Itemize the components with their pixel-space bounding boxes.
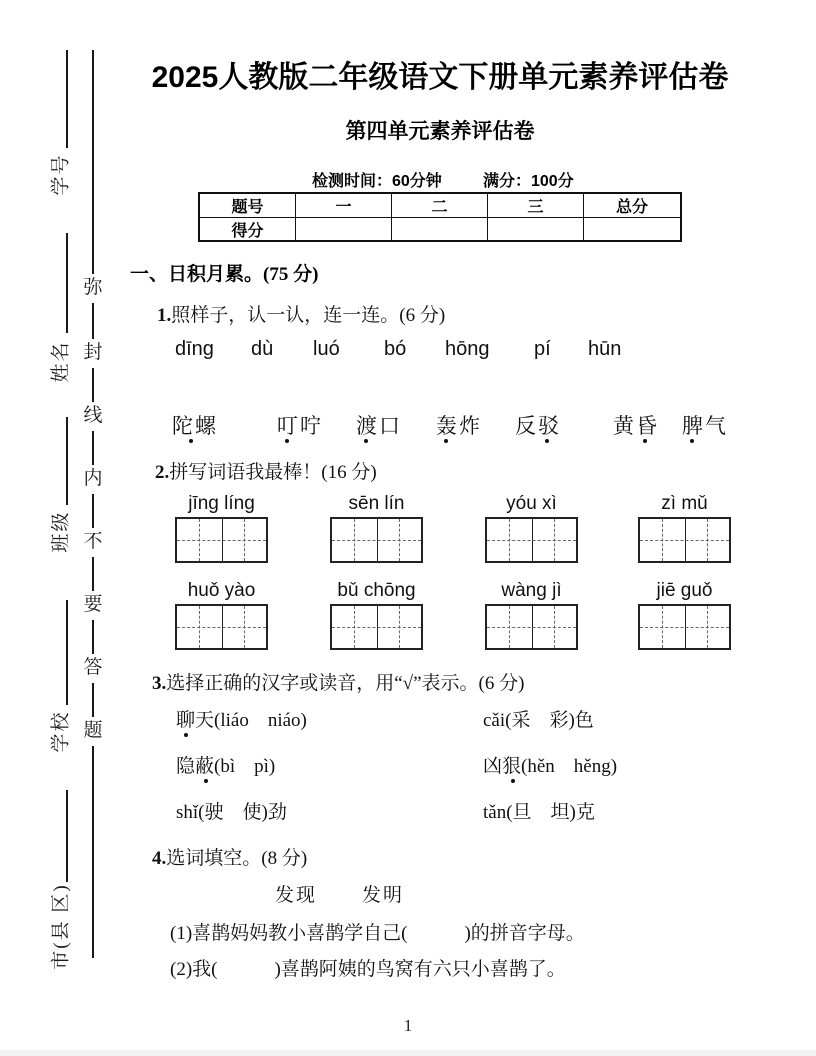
q2-pinyin-label: yóu xì: [506, 493, 557, 514]
score-table-header-cell: 一: [296, 194, 392, 218]
q2-pinyin-label: jiē guǒ: [656, 580, 713, 601]
q2-pinyin-label: zì mǔ: [661, 493, 708, 514]
emphasis-dot: [204, 779, 208, 783]
grid-dash: [640, 627, 729, 628]
grid-dash: [662, 519, 663, 561]
student-id-label: 学号: [50, 153, 72, 196]
full-score: 满分：100分: [483, 173, 574, 190]
emphasis-dot: [364, 439, 368, 443]
grid-dash: [399, 519, 400, 561]
question-1-heading: [157, 300, 445, 327]
q3-choice-item: tǎn(旦 坦)克: [483, 802, 595, 823]
class-blank-line: [66, 417, 68, 505]
student-id-blank-line: [66, 50, 68, 148]
score-table-header-cell: 三: [488, 194, 584, 218]
q1-word: 叮咛: [277, 414, 323, 438]
question-3-prompt: 选择正确的汉字或读音，用“√”表示。(6 分): [166, 673, 525, 694]
grid-dash: [487, 627, 576, 628]
q1-word: 脾气: [682, 414, 728, 438]
score-cell-empty: [392, 218, 488, 241]
q4-fill-item: (2)我( )喜鹊阿姨的鸟窝有六只小喜鹊了。: [170, 959, 566, 980]
q1-pinyin: dīng: [175, 338, 214, 360]
writing-grid: [175, 517, 268, 563]
q1-pinyin: dù: [251, 338, 274, 360]
seal-line-segment: [92, 620, 94, 654]
q4-word-option: 发现: [275, 885, 318, 906]
seal-char: 题: [83, 720, 103, 741]
question-1-number: 1.: [157, 305, 172, 326]
grid-dash: [509, 519, 510, 561]
grid-dash: [707, 519, 708, 561]
writing-grid: [330, 517, 423, 563]
question-2-prompt: 拼写词语我最棒！(16 分): [169, 462, 377, 483]
q3-choice-item: cǎi(采 彩)色: [483, 710, 594, 731]
seal-char: 内: [83, 468, 103, 489]
q1-word: 陀螺: [172, 414, 218, 438]
q2-pinyin-label: jīng líng: [188, 493, 255, 514]
q4-word-option: 发明: [362, 885, 405, 906]
q3-choice-item: shǐ(驶 使)劲: [176, 802, 287, 823]
q3-choice-item: 凶狠(hěn hěng): [483, 756, 618, 777]
question-3-number: 3.: [152, 673, 167, 694]
grid-dash: [640, 540, 729, 541]
grid-dash: [354, 519, 355, 561]
seal-char: 要: [83, 594, 103, 615]
writing-grid: [330, 604, 423, 650]
seal-line-segment: [92, 494, 94, 528]
writing-grid: [638, 517, 731, 563]
emphasis-dot: [285, 439, 289, 443]
seal-line-segment: [92, 431, 94, 465]
grid-dash: [707, 606, 708, 648]
score-cell-empty: [584, 218, 680, 241]
question-1-prompt: 照样子，认一认，连一连。(6 分): [171, 305, 446, 326]
score-table-header-cell: 总分: [584, 194, 680, 218]
score-table-header-cell: 题号: [200, 194, 296, 218]
writing-grid: [638, 604, 731, 650]
seal-line-segment: [92, 557, 94, 591]
score-cell-empty: [296, 218, 392, 241]
seal-line-segment: [92, 683, 94, 717]
writing-grid: [485, 604, 578, 650]
emphasis-dot: [189, 439, 193, 443]
q1-pinyin: luó: [313, 338, 340, 360]
q2-pinyin-label: huǒ yào: [187, 580, 256, 601]
writing-grid: [175, 604, 268, 650]
question-4-number: 4.: [152, 848, 167, 869]
writing-grid: [485, 517, 578, 563]
q1-word: 轰炸: [436, 414, 482, 438]
grid-dash: [177, 627, 266, 628]
q1-word: 黄昏: [613, 414, 659, 438]
question-4-heading: [152, 843, 307, 870]
q1-pinyin: pí: [534, 338, 551, 360]
seal-line-segment: [92, 746, 94, 958]
question-3-heading: [152, 668, 524, 695]
page-bottom-edge: [0, 1050, 816, 1056]
grid-dash: [244, 519, 245, 561]
score-row-label: 得分: [200, 218, 296, 241]
seal-line-segment: [92, 368, 94, 402]
seal-char: 线: [83, 405, 103, 426]
q2-pinyin-label: sēn lín: [348, 493, 405, 514]
score-table-header-cell: 二: [392, 194, 488, 218]
class-label: 班级: [50, 510, 72, 553]
school-label: 学校: [50, 710, 72, 753]
test-time: 检测时间：60分钟: [312, 173, 442, 190]
name-blank-line: [66, 233, 68, 333]
score-cell-empty: [488, 218, 584, 241]
city-county-label: 市(县 区): [50, 883, 72, 970]
q2-pinyin-label: wàng jì: [501, 580, 562, 601]
grid-dash: [244, 606, 245, 648]
emphasis-dot: [511, 779, 515, 783]
seal-char: 弥: [83, 277, 103, 298]
city-blank-line: [66, 790, 68, 882]
grid-dash: [177, 540, 266, 541]
q1-word: 渡口: [356, 414, 402, 438]
emphasis-dot: [545, 439, 549, 443]
q4-fill-item: (1)喜鹊妈妈教小喜鹊学自己( )的拼音字母。: [170, 923, 585, 944]
emphasis-dot: [184, 733, 188, 737]
seal-line-segment: [92, 50, 94, 274]
unit-subtitle: 第四单元素养评估卷: [345, 120, 535, 143]
grid-dash: [354, 606, 355, 648]
paper-title: 2025人教版二年级语文下册单元素养评估卷: [151, 61, 729, 94]
grid-dash: [199, 519, 200, 561]
q1-pinyin: bó: [384, 338, 407, 360]
grid-dash: [554, 606, 555, 648]
emphasis-dot: [690, 439, 694, 443]
grid-dash: [199, 606, 200, 648]
name-label: 姓名: [50, 340, 72, 383]
grid-dash: [509, 606, 510, 648]
grid-dash: [662, 606, 663, 648]
grid-dash: [332, 540, 421, 541]
q2-pinyin-label: bǔ chōng: [337, 580, 416, 601]
seal-char: 答: [83, 657, 103, 678]
question-2-number: 2.: [155, 462, 170, 483]
section-1-heading: 一、日积月累。(75 分): [130, 264, 319, 285]
grid-dash: [399, 606, 400, 648]
q3-choice-item: 聊天(liáo niáo): [176, 710, 307, 731]
school-blank-line: [66, 600, 68, 705]
score-table: [198, 192, 682, 242]
q1-pinyin: hōng: [445, 338, 490, 360]
emphasis-dot: [643, 439, 647, 443]
q1-word: 反驳: [515, 414, 561, 438]
grid-dash: [487, 540, 576, 541]
question-4-prompt: 选词填空。(8 分): [166, 848, 308, 869]
emphasis-dot: [444, 439, 448, 443]
question-2-heading: [155, 457, 377, 484]
seal-char: 不: [83, 531, 103, 552]
seal-line-segment: [92, 303, 94, 339]
grid-dash: [332, 627, 421, 628]
page-number: 1: [403, 1016, 413, 1035]
grid-dash: [554, 519, 555, 561]
q3-choice-item: 隐蔽(bì pì): [176, 756, 276, 777]
q1-pinyin: hūn: [588, 338, 622, 360]
seal-char: 封: [83, 342, 103, 363]
